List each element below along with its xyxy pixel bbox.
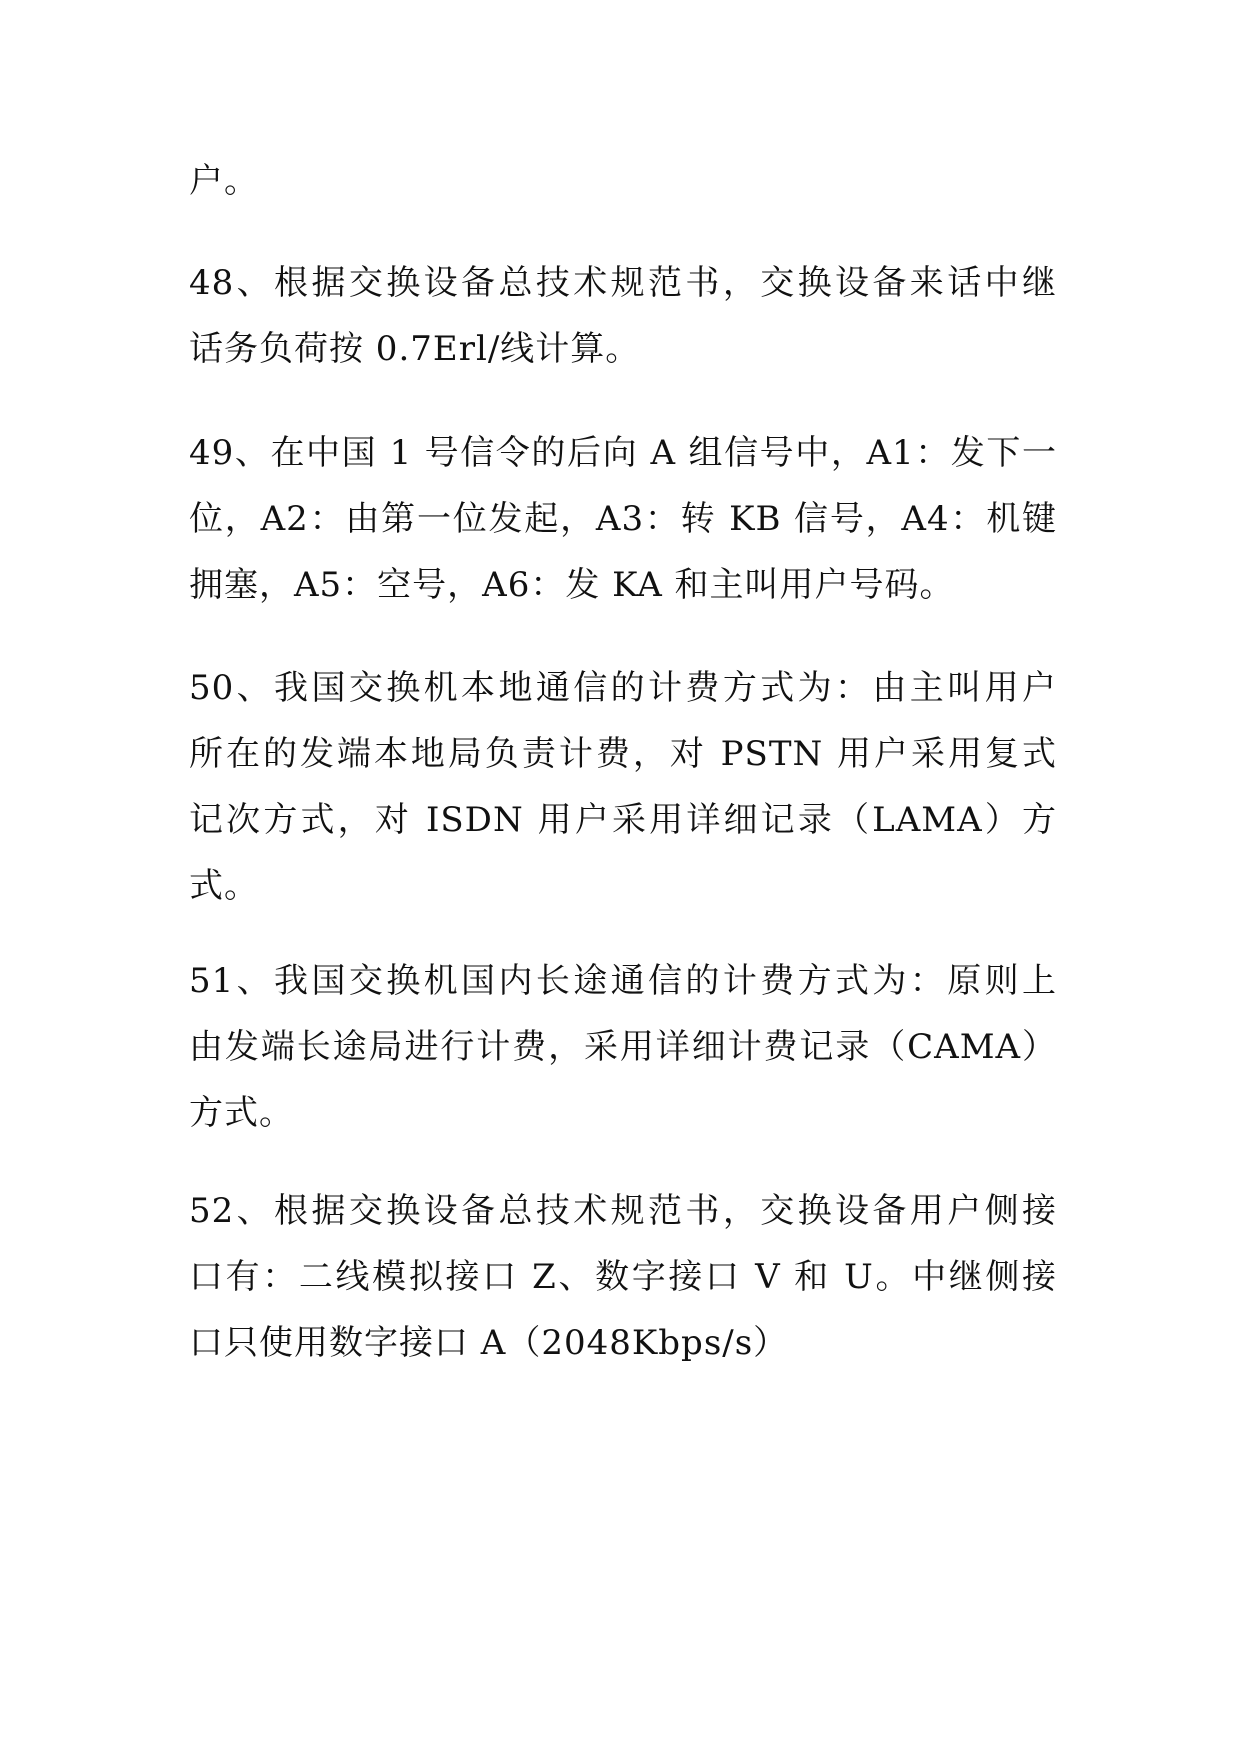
text-line: 由发端长途局进行计费，采用详细计费记录（CAMA）: [189, 1027, 1057, 1067]
text-line: 52、根据交换设备总技术规范书，交换设备用户侧接: [189, 1191, 1057, 1231]
text-line: 口只使用数字接口 A（2048Kbps/s）: [189, 1323, 789, 1363]
text-line: 拥塞，A5：空号，A6：发 KA 和主叫用户号码。: [189, 565, 955, 605]
text-line: 所在的发端本地局负责计费，对 PSTN 用户采用复式: [189, 734, 1057, 774]
paragraph-49: [189, 420, 1057, 618]
text-line: 话务负荷按 0.7Erl/线计算。: [189, 329, 641, 369]
paragraph-50: [189, 655, 1057, 919]
text-line: 51、我国交换机国内长途通信的计费方式为：原则上: [189, 961, 1057, 1001]
paragraph-52: [189, 1178, 1057, 1376]
text-line: 50、我国交换机本地通信的计费方式为：由主叫用户: [189, 668, 1057, 708]
text-line: 口有：二线模拟接口 Z、数字接口 V 和 U。中继侧接: [189, 1257, 1057, 1297]
text-line: 方式。: [189, 1093, 294, 1133]
text-line: 式。: [189, 866, 259, 906]
text-line: 48、根据交换设备总技术规范书，交换设备来话中继: [189, 263, 1057, 303]
text-line: 位，A2：由第一位发起，A3：转 KB 信号，A4：机键: [189, 499, 1057, 539]
paragraph-51: [189, 948, 1057, 1146]
text-line: 记次方式，对 ISDN 用户采用详细记录（LAMA）方: [189, 800, 1057, 840]
text-line: 户。: [189, 161, 259, 201]
paragraph-48: [189, 250, 1057, 382]
text-line: 49、在中国 1 号信令的后向 A 组信号中，A1：发下一: [189, 433, 1057, 473]
paragraph-47-tail: [189, 148, 1057, 214]
